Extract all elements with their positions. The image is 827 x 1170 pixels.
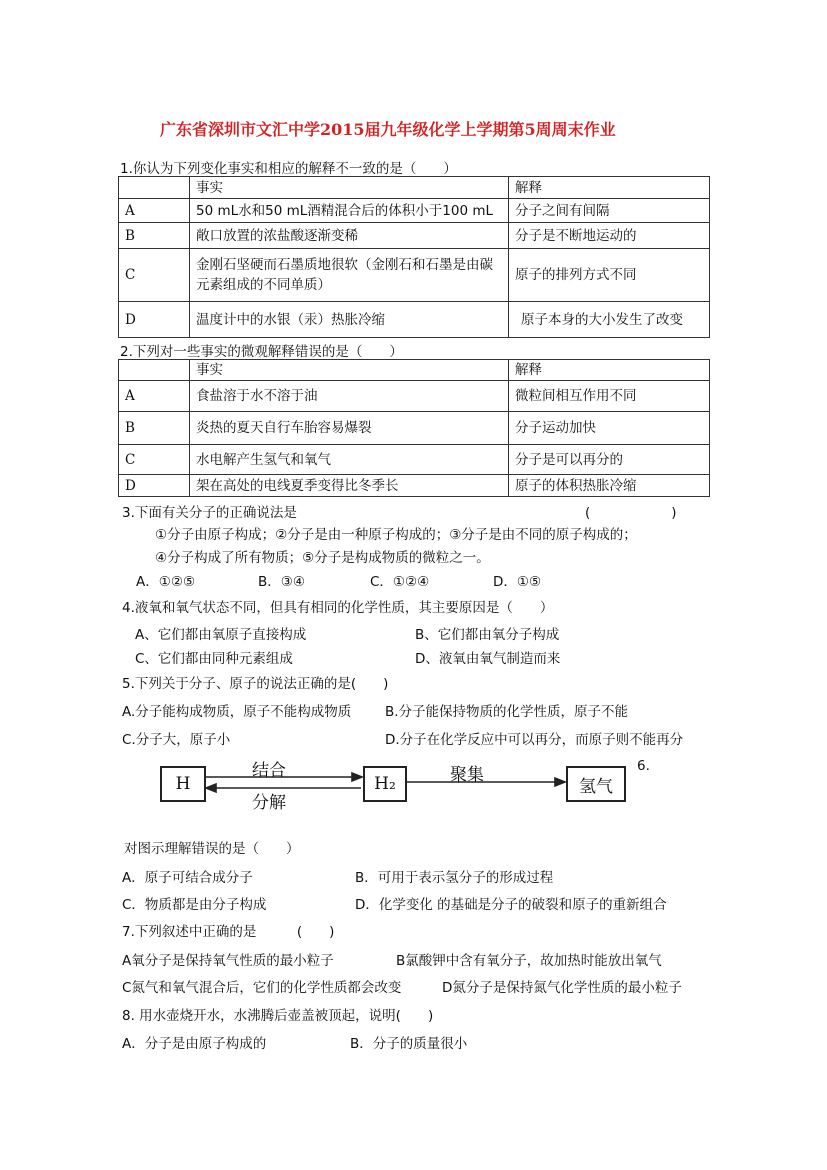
label-gather: 聚集 [450,765,484,785]
q7-option-c[interactable]: C氮气和氧气混合后，它们的化学性质都会改变 [122,980,402,996]
q3-option-b[interactable]: B．③④ [258,574,305,590]
label-split: 分解 [252,793,286,813]
option-letter: B [119,412,190,445]
q6-option-d[interactable]: D．化学变化 的基础是分子的破裂和原子的重新组合 [355,897,667,913]
table-row [119,302,710,338]
option-letter: A [119,199,190,223]
q2-table [118,359,710,497]
explanation-cell: 微粒间相互作用不同 [509,381,710,412]
explanation-cell: 分子运动加快 [509,412,710,445]
box-hydrogen-gas: 氢气 [566,766,626,802]
explanation-cell: 分子之间有间隔 [509,199,710,223]
fact-cell: 50 mL水和50 mL酒精混合后的体积小于100 mL [190,199,509,223]
explanation-cell: 原子的排列方式不同 [509,249,710,302]
q7-option-b[interactable]: B氯酸钾中含有氧分子，故加热时能放出氧气 [396,953,662,969]
q2-header-blank [119,360,190,381]
q2-header-fact: 事实 [190,360,509,381]
fact-cell: 水电解产生氢气和氧气 [190,445,509,475]
page-title: 广东省深圳市文汇中学2015届九年级化学上学期第5周周末作业 [160,120,616,139]
q4-option-b[interactable]: B、它们都由氧分子构成 [415,627,560,643]
explanation-cell: 分子是可以再分的 [509,445,710,475]
q3-stem: 3.下面有关分子的正确说法是 [122,505,297,521]
table-row [119,249,710,302]
q2-stem: 2.下列对一些事实的微观解释错误的是（ ） [120,344,403,360]
fact-cell: 食盐溶于水不溶于油 [190,381,509,412]
q6-option-c[interactable]: C．物质都是由分子构成 [122,897,267,913]
q3-answer-paren: ( ) [585,505,677,521]
fact-cell: 温度计中的水银（汞）热胀冷缩 [190,302,509,338]
fact-cell: 金刚石坚硬而石墨质地很软（金刚石和石墨是由碳元素组成的不同单质） [190,249,509,302]
box-h2-molecule: H₂ [363,766,407,802]
option-letter: A [119,381,190,412]
q5-option-a[interactable]: A.分子能构成物质，原子不能构成物质 [122,704,352,720]
q6-stem: 对图示理解错误的是（ ） [124,841,300,857]
q3-line1: ①分子由原子构成；②分子是由一种原子构成的；③分子是由不同的原子构成的； [155,527,637,543]
table-row [119,199,710,223]
q8-stem: 8. 用水壶烧开水，水沸腾后壶盖被顶起，说明( ) [122,1008,434,1024]
q3-option-a[interactable]: A．①②⑤ [136,574,196,590]
arrow-right-head [555,778,565,786]
q1-table [118,176,710,338]
explanation-cell: 分子是不断地运动的 [509,223,710,249]
diagram-arrows [160,762,630,808]
q1-stem: 1.你认为下列变化事实和相应的解释不一致的是（ ） [120,161,457,177]
explanation-cell: 原子本身的大小发生了改变 [509,302,710,338]
label-combine: 结合 [252,761,286,781]
q7-stem: 7.下列叙述中正确的是 ( ) [122,924,335,940]
q4-option-d[interactable]: D、液氧由氧气制造而来 [415,651,561,667]
q5-option-b[interactable]: B.分子能保持物质的化学性质，原子不能 [385,704,629,720]
table-row [119,475,710,497]
q6-number: 6. [637,758,650,774]
fact-cell: 架在高处的电线夏季变得比冬季长 [190,475,509,497]
q2-header-expl: 解释 [509,360,710,381]
q4-option-c[interactable]: C、它们都由同种元素组成 [135,651,293,667]
table-row [119,445,710,475]
option-letter: C [119,445,190,475]
q5-option-c[interactable]: C.分子大，原子小 [122,732,231,748]
option-letter: C [119,249,190,302]
q7-option-d[interactable]: D氮分子是保持氮气化学性质的最小粒子 [442,980,682,996]
q5-option-d[interactable]: D.分子在化学反应中可以再分，而原子则不能再分 [385,732,684,748]
q8-option-a[interactable]: A．分子是由原子构成的 [122,1036,267,1052]
q6-option-b[interactable]: B．可用于表示氢分子的形成过程 [355,870,554,886]
q1-header-blank [119,177,190,199]
fact-cell: 敞口放置的浓盐酸逐渐变稀 [190,223,509,249]
q1-header-fact: 事实 [190,177,509,199]
explanation-cell: 原子的体积热胀冷缩 [509,475,710,497]
q3-line2: ④分子构成了所有物质；⑤分子是构成物质的微粒之一。 [155,550,490,566]
option-letter: B [119,223,190,249]
q4-option-a[interactable]: A、它们都由氧原子直接构成 [135,627,307,643]
table-row [119,412,710,445]
arrow-left-head [206,784,216,792]
q6-option-a[interactable]: A．原子可结合成分子 [122,870,253,886]
q7-option-a[interactable]: A氧分子是保持氧气性质的最小粒子 [122,953,334,969]
hydrogen-diagram [160,761,630,813]
q8-option-b[interactable]: B．分子的质量很小 [350,1036,468,1052]
option-letter: D [119,302,190,338]
arrow-right-head [352,773,362,781]
option-letter: D [119,475,190,497]
q3-option-d[interactable]: D．①⑤ [493,574,542,590]
box-h-atom: H [160,766,206,802]
table-row [119,381,710,412]
q1-header-expl: 解释 [509,177,710,199]
q5-stem: 5.下列关于分子、原子的说法正确的是( ) [122,676,389,692]
q4-stem: 4.液氧和氧气状态不同，但具有相同的化学性质，其主要原因是（ ） [122,600,554,616]
table-row [119,223,710,249]
fact-cell: 炎热的夏天自行车胎容易爆裂 [190,412,509,445]
q3-option-c[interactable]: C．①②④ [370,574,430,590]
